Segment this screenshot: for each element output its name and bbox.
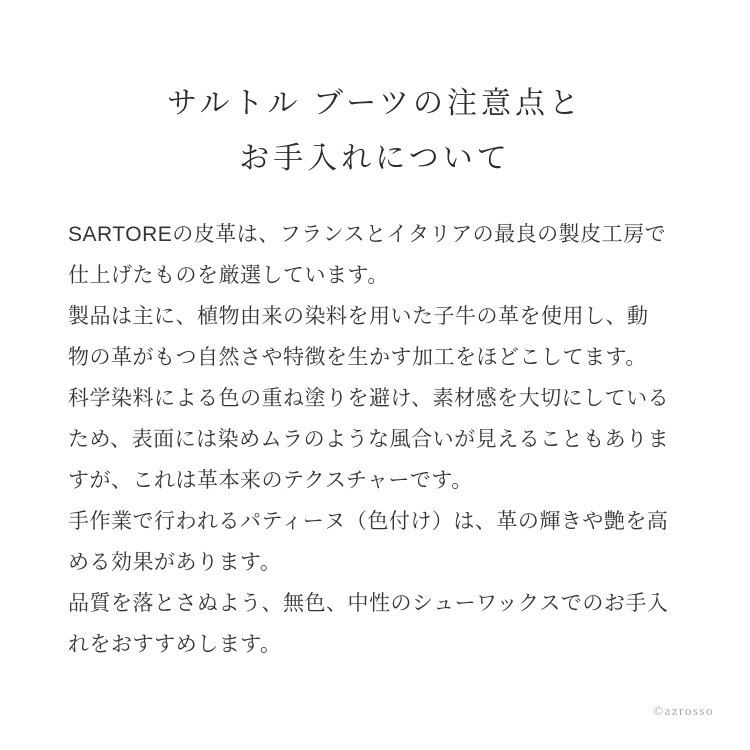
body-text-line: れをおすすめします。 [68,633,282,656]
page-title-line-1: サルトル ブーツの注意点と [167,87,583,120]
body-text-line: 科学染料による色の重ね塗りを避け、素材感を大切にしている [68,387,670,410]
body-text-line: SARTOREの皮革は、フランスとイタリアの最良の製皮工房で [68,223,667,246]
body-text-line: 物の革がもつ自然さや特徴を生かす加工をほどこしてます。 [68,346,647,369]
page-title-line-2: お手入れについて [239,142,511,175]
body-text-line: める効果があります。 [68,551,282,574]
page-title [0,0,750,186]
body-text-line: 製品は主に、植物由来の染料を用いた子牛の革を使用し、動 [68,305,649,328]
body-text-line: ため、表面には染めムラのような風合いが見えることもありま [68,428,670,451]
body-text [68,214,690,665]
body-text-line: 手作業で行われるパティーヌ（色付け）は、革の輝きや艶を高 [68,510,669,533]
body-text-line: すが、これは革本来のテクスチャーです。 [68,469,473,492]
body-text-line: 品質を落とさぬよう、無色、中性のシューワックスでのお手入 [68,592,669,615]
body-text-line: 仕上げたものを厳選しています。 [68,264,389,287]
copyright-watermark: ©azrosso [653,703,714,718]
